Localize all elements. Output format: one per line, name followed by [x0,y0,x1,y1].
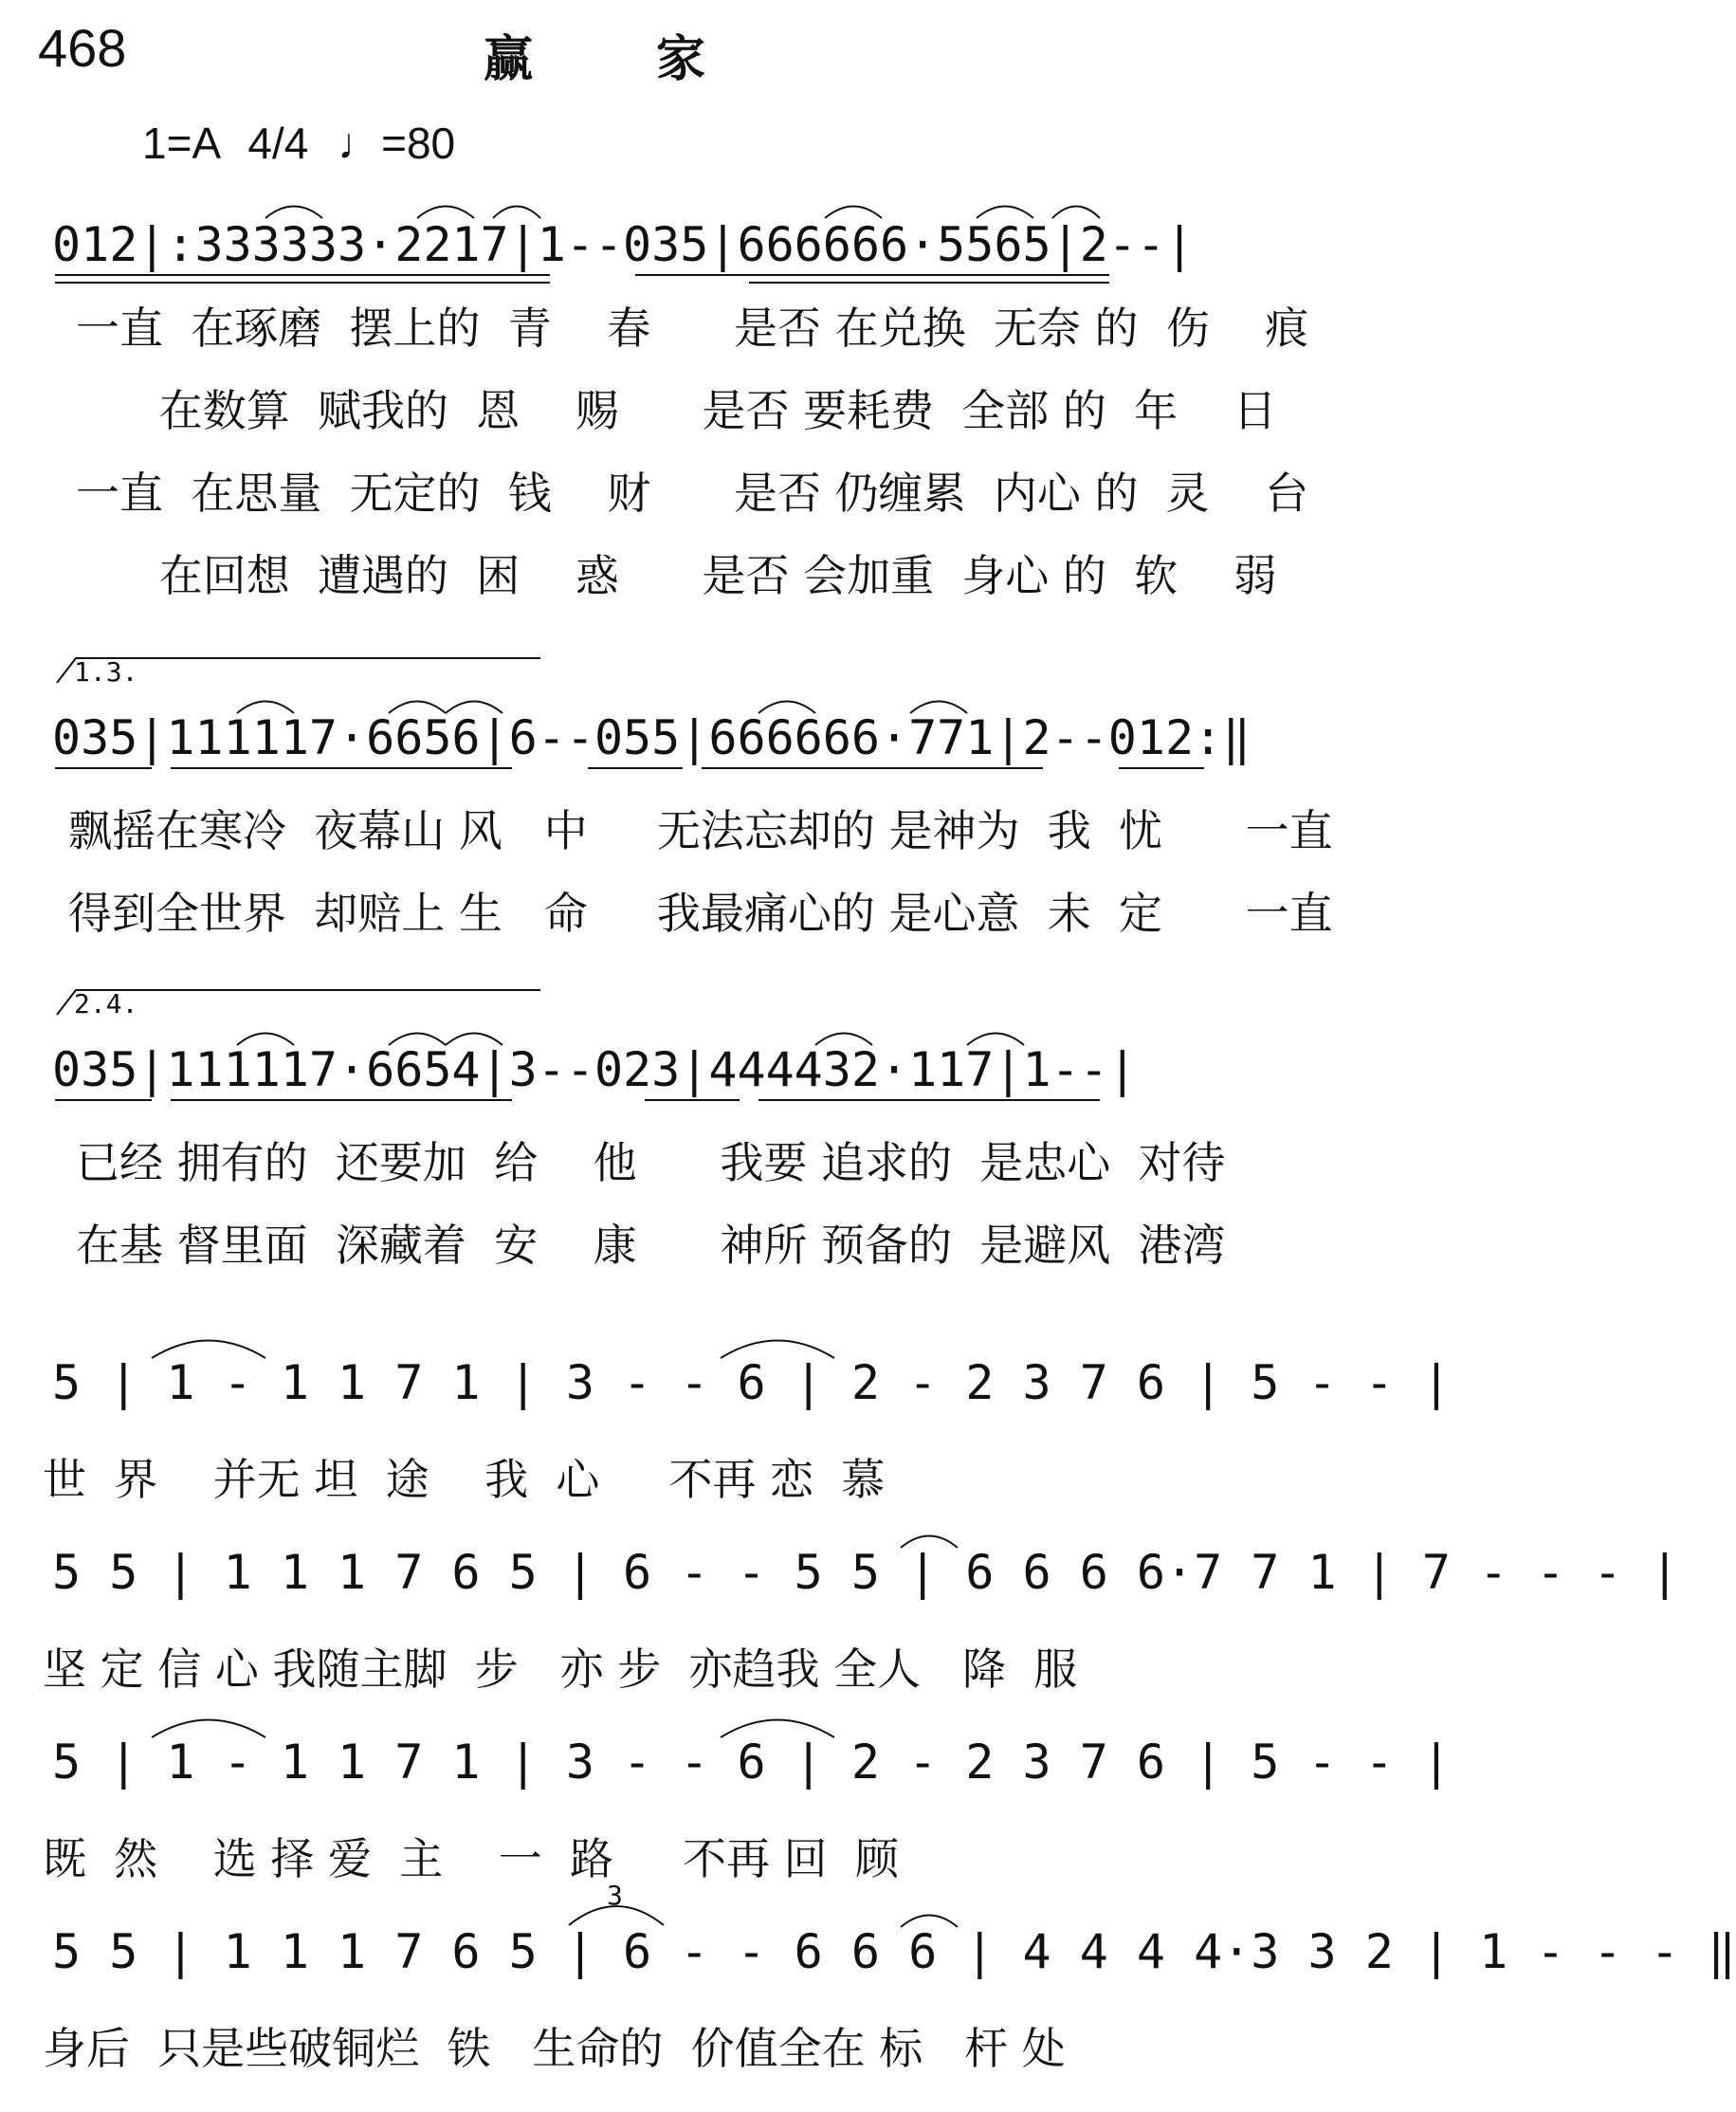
lyric-line-1-4: 在回想 遭遇的 困 惑 是否 会加重 身心 的 软 弱 [76,550,1277,601]
notation-line-4: 5 | 1 - 1 1 7 1 | 3 - - 6 | 2 - 2 3 7 6 | 5 - - | [52,1355,1452,1410]
volta-line-1 [57,658,540,683]
slur [910,702,967,714]
lyric-line-1-1: 一直 在琢磨 摆上的 青 春 是否 在兑换 无奈 的 伤 痕 [76,303,1309,354]
lyric-line-1-3: 一直 在思量 无定的 钱 财 是否 仍缠累 内心 的 灵 台 [76,468,1309,519]
slur [758,702,815,714]
slur [1052,207,1100,219]
slur [977,207,1033,219]
slur [237,702,294,714]
slur [493,207,540,219]
notation-line-2: 035|111117·6656|6--055|666666·771|2--012:‖ [52,710,1252,765]
slur [721,1720,834,1738]
hymn-number: 468 [38,18,127,78]
notation-line-6: 5 | 1 - 1 1 7 1 | 3 - - 6 | 2 - 2 3 7 6 | 5 - - | [52,1735,1452,1790]
notation-line-7: 5 5 | 1 1 1 7 6 5 | 6 - - 6 6 6 | 4 4 4 4·3 3 2 | 1 - - - ‖ [52,1924,1736,1979]
slur [417,207,474,219]
lyric-line-3-1: 已经 拥有的 还要加 给 他 我要 追求的 是忠心 对待 [76,1137,1226,1188]
volta-line-2 [57,990,540,1015]
lyric-line-3-2: 在基 督里面 深藏着 安 康 神所 预备的 是避风 港湾 [76,1220,1226,1271]
lyric-line-1-2: 在数算 赋我的 恩 赐 是否 要耗费 全部 的 年 日 [76,385,1277,436]
key-signature: 1=A 4/4 [142,119,309,168]
lyric-line-5: 坚 定 信 心 我随主脚 步 亦 步 亦趋我 全人 降 服 [43,1644,1078,1695]
triplet-mark: 3 [607,1880,623,1911]
slur [721,1341,834,1359]
slur [967,1034,1024,1046]
tempo-marking: ♩=80 [338,119,456,168]
lyric-line-2-2: 得到全世界 却赔上 生 命 我最痛心的 是心意 未 定 一直 [68,888,1333,939]
slur [901,1536,958,1549]
lyric-line-4: 世 界 并无 坦 途 我 心 不再 恋 慕 [43,1454,886,1505]
slur [446,702,503,714]
lyric-line-2-1: 飘摇在寒冷 夜幕山 风 中 无法忘却的 是神为 我 忧 一直 [68,805,1333,856]
slur [389,702,446,714]
slur [901,1916,958,1928]
volta-bracket-2: 2.4. [74,988,138,1019]
song-title: 赢家 [484,30,830,88]
triplet-bracket [569,1906,664,1925]
slur [389,1034,446,1046]
slur [152,1720,265,1738]
volta-bracket-1: 1.3. [74,656,138,688]
slur [446,1034,503,1046]
lyric-line-7: 身后 只是些破铜烂 铁 生命的 价值全在 标 杆 处 [43,2023,1066,2074]
notation-line-1: 012|:333333·2217|1--035|666666·5565|2--| [52,217,1195,272]
notation-line-3: 035|111117·6654|3--023|444432·117|1--| [52,1042,1137,1097]
lyric-line-6: 既 然 选 择 爱 主 一 路 不再 回 顾 [43,1833,899,1884]
slur [237,1034,294,1046]
slur [265,207,322,219]
slur [152,1341,265,1359]
slur [825,207,882,219]
slur [815,1034,872,1046]
notation-line-5: 5 5 | 1 1 1 7 6 5 | 6 - - 5 5 | 6 6 6 6·7 7 1 | 7 - - - | [52,1545,1679,1600]
